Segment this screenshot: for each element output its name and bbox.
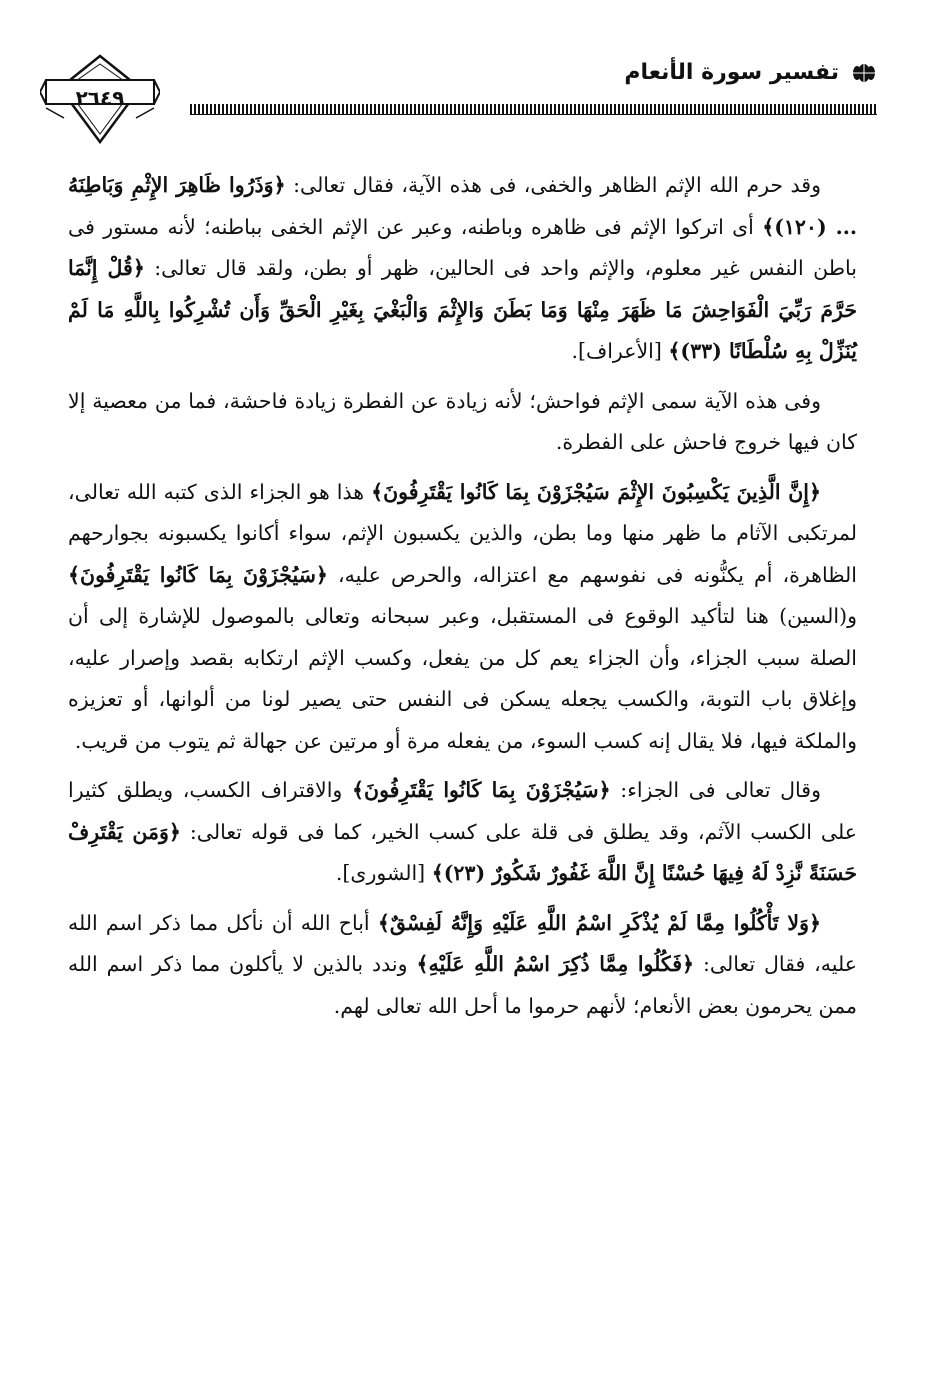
quran-verse: ﴿سَيُجْزَوْنَ بِمَا كَانُوا يَقْتَرِفُونَ﴾ xyxy=(68,562,328,587)
text-run: هذا هو الجزاء الذى كتبه الله تعالى، لمرتكبى الآثام ما ظهر منها وما بطن، والذين يكسبون الإثم، سواء أكانوا يكسبونه بجوارحهم الظاهرة، أم يكنُّونه فى نفوسهم مع اعتزاله، والحرص عليه، xyxy=(68,479,857,587)
header-title-row xyxy=(624,60,877,85)
text-run: وقال تعالى فى الجزاء: xyxy=(610,778,821,802)
page-header xyxy=(40,52,877,152)
page-number: ٢٦٤٩ xyxy=(75,86,125,110)
quran-verse: ﴿إِنَّ الَّذِينَ يَكْسِبُونَ الإِثْمَ سَيُجْزَوْنَ بِمَا كَانُوا يَقْتَرِفُونَ﴾ xyxy=(371,479,822,504)
quran-verse: ﴿وَمَن يَقْتَرِفْ حَسَنَةً نَّزِدْ لَهُ فِيهَا حُسْنًا إِنَّ اللَّهَ غَفُورٌ شَكُورٌ (٢٣)﴾ xyxy=(68,819,857,885)
quran-verse: ﴿فَكُلُوا مِمَّا ذُكِرَ اسْمُ اللَّهِ عَلَيْهِ﴾ xyxy=(416,952,695,976)
paragraph-5 xyxy=(68,903,857,1028)
quran-verse: ﴿قُلْ إِنَّمَا حَرَّمَ رَبِّيَ الْفَوَاحِشَ مَا ظَهَرَ مِنْهَا وَمَا بَطَنَ وَالإِثْمَ وَالْبَغْيَ بِغَيْرِ الْحَقِّ وَأَن تُشْرِكُوا بِاللَّهِ مَا لَمْ يُنَزِّلْ بِهِ سُلْطَانًا (٣٣)﴾ xyxy=(68,256,857,363)
quran-verse: ﴿وَذَرُوا ظَاهِرَ الإِثْمِ وَبَاطِنَهُ ... (١٢٠)﴾ xyxy=(68,173,858,239)
text-run: و(السين) هنا لتأكيد الوقوع فى المستقبل، وعبر سبحانه وتعالى بالموصول للإشارة إلى أن الصلة سبب الجزاء، وأن الجزاء يعم كل من يفعل، وكسب الإثم ارتكابه بقصد وإصرار عليه، وإغلاق باب التوبة، والكسب يجعله يسكن فى النفس حتى يصير لونا من ألوانها، أو تعزيزه والملكة فيها، فلا يقال إنه كسب السوء، من يفعله مرة أو مرتين عن جهالة ثم يتوب من قريب. xyxy=(68,604,857,753)
text-run: وقد حرم الله الإثم الظاهر والخفى، فى هذه الآية، فقال تعالى: xyxy=(285,173,821,197)
paragraph-3 xyxy=(68,472,857,763)
paragraph-2 xyxy=(68,381,857,464)
surah-title: تفسير سورة الأنعام xyxy=(624,60,839,85)
text-run: أى اتركوا الإثم فى ظاهره وباطنه، وعبر عن الإثم الخفى بباطنه؛ لأنه مستور فى باطن النفس غير معلوم، والإثم واحد فى الحالين، ظهر أو بطن، ولقد قال تعالى: xyxy=(68,214,857,280)
text-run: وندد بالذين لا يأكلون مما ذكر اسم الله ممن يحرمون بعض الأنعام؛ لأنهم حرموا ما أحل الله تعالى لهم. xyxy=(68,952,857,1018)
text-run: والاقتراف الكسب، ويطلق كثيرا على الكسب الآثم، وقد يطلق فى قلة على كسب الخير، كما فى قوله تعالى: xyxy=(68,778,857,844)
quran-verse: ﴿سَيُجْزَوْنَ بِمَا كَانُوا يَقْتَرِفُونَ﴾ xyxy=(352,778,611,802)
text-run: وفى هذه الآية سمى الإثم فواحش؛ لأنه زيادة عن الفطرة زيادة فاحشة، فما من معصية إلا كان فيها خروج فاحش على الفطرة. xyxy=(68,388,857,454)
text-run: أباح الله أن نأكل مما ذكر اسم الله عليه، فقال تعالى: xyxy=(68,910,857,976)
paragraph-1 xyxy=(68,165,857,373)
text-run: [الأعراف]. xyxy=(571,339,669,363)
header-rule-underline xyxy=(190,114,877,115)
quran-verse: ﴿وَلا تَأْكُلُوا مِمَّا لَمْ يُذْكَرِ اسْمُ اللَّهِ عَلَيْهِ وَإِنَّهُ لَفِسْقٌ﴾ xyxy=(377,910,822,935)
page-number-badge xyxy=(40,52,160,152)
text-run: [الشورى]. xyxy=(335,861,432,885)
page-body xyxy=(68,165,857,1035)
flower-ornament-icon xyxy=(851,62,877,84)
paragraph-4 xyxy=(68,770,857,895)
header-rule xyxy=(190,104,877,114)
